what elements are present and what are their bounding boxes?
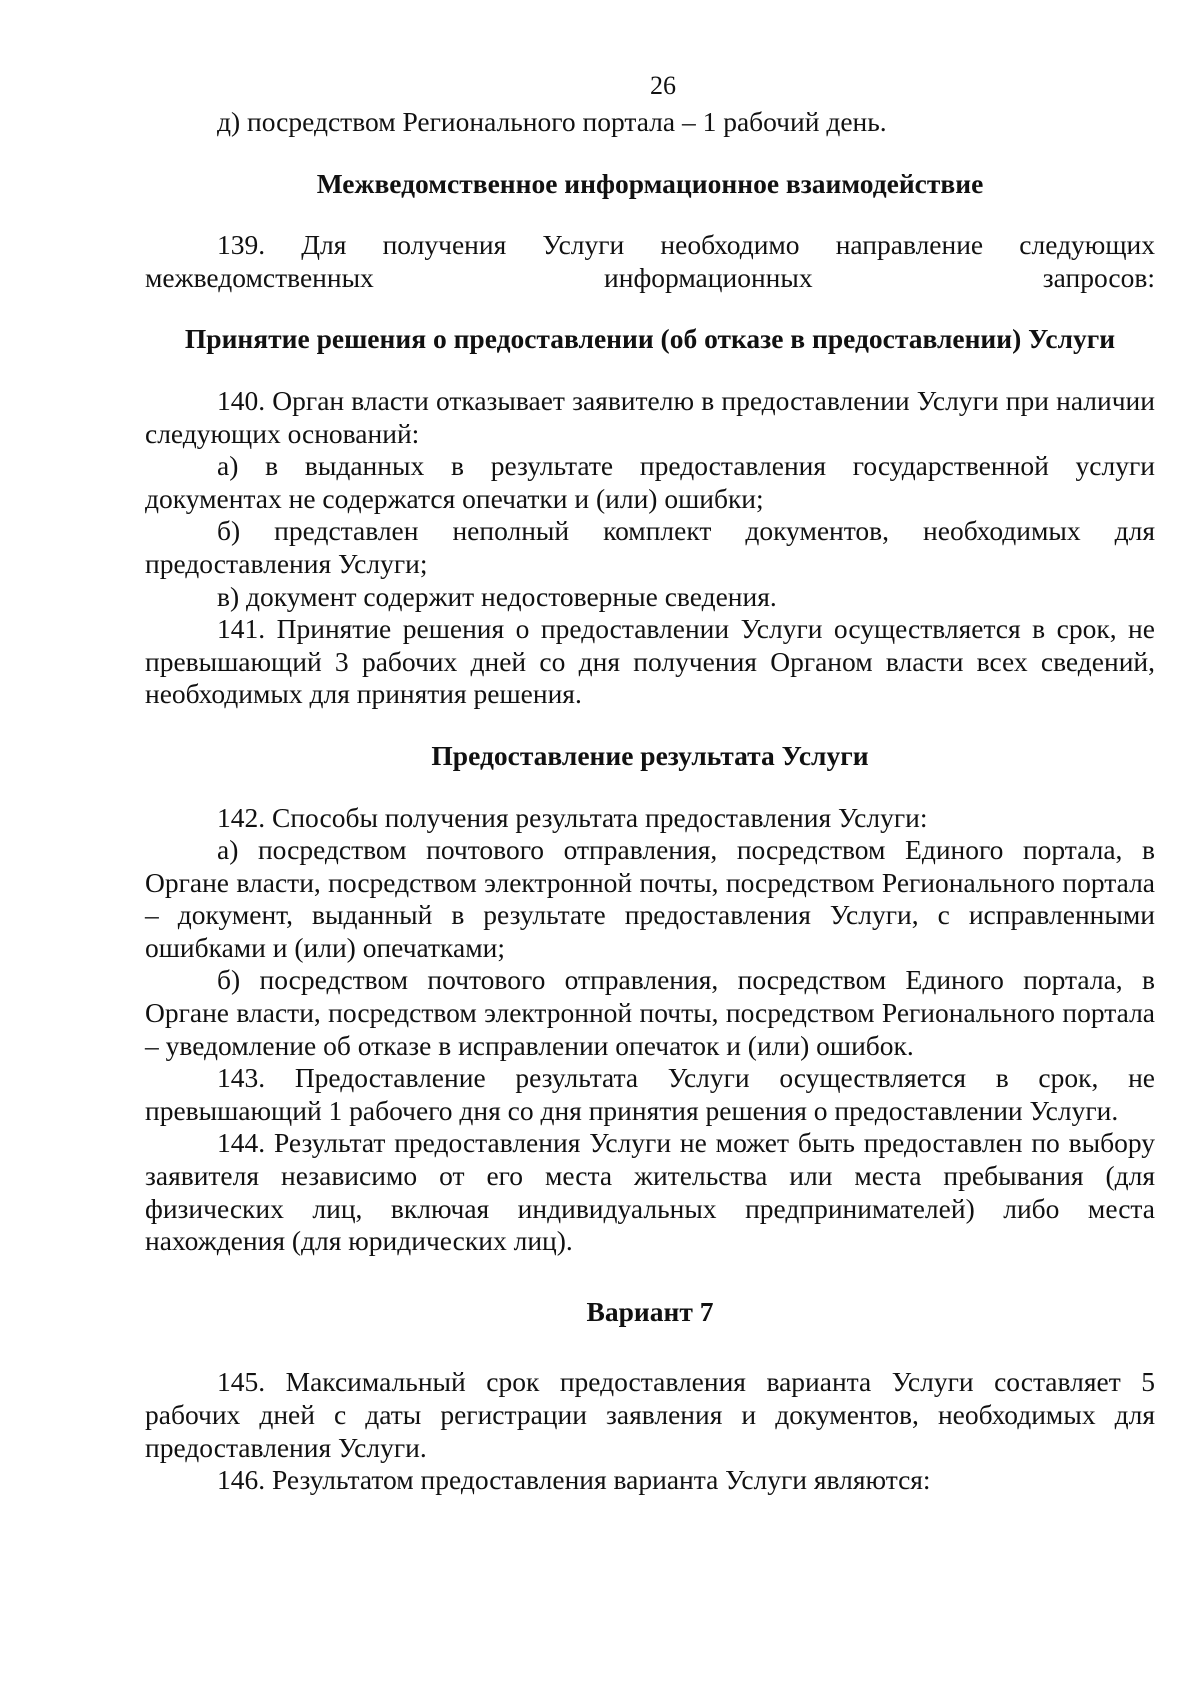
paragraph-139: 139. Для получения Услуги необходимо направление следующих межведомственных информационных запросов: [145,229,1155,293]
paragraph-141: 141. Принятие решения о предоставлении Услуги осуществляется в срок, не превышающий 3 рабочих дней со дня получения Органом власти всех сведений, необходимых для принятия решения. [145,613,1155,710]
paragraph-140-a: а) в выданных в результате предоставления государственной услуги документах не содержатся опечатки и (или) ошибки; [145,450,1155,514]
page-number: 26 [650,71,676,100]
paragraph-143: 143. Предоставление результата Услуги осуществляется в срок, не превышающий 1 рабочего дня со дня принятия решения о предоставлении Услуги. [145,1062,1155,1126]
document-body [145,72,1155,1497]
paragraph-142: 142. Способы получения результата предоставления Услуги: [217,801,928,833]
paragraph-portal-term: д) посредством Регионального портала – 1 рабочий день. [217,106,887,137]
paragraph-140-c: в) документ содержит недостоверные сведения. [217,580,777,612]
paragraph-142-b: б) посредством почтового отправления, посредством Единого портала, в Органе власти, посредством электронной почты, посредством Регионального портала – уведомление об отказе в исправлении опечаток и (или) ошибок. [145,964,1155,1061]
paragraph-144: 144. Результат предоставления Услуги не может быть предоставлен по выбору заявителя независимо от его места жительства или места пребывания (для физических лиц, включая индивидуальных предпринимателей) либо места нахождения (для юридических лиц). [145,1127,1155,1257]
heading-interagency: Межведомственное информационное взаимодействие [316,167,984,199]
paragraph-140: 140. Орган власти отказывает заявителю в предоставлении Услуги при наличии следующих оснований: [145,384,1155,449]
heading-result: Предоставление результата Услуги [431,739,869,771]
paragraph-146: 146. Результатом предоставления варианта Услуги являются: [217,1464,931,1496]
paragraph-142-a: а) посредством почтового отправления, посредством Единого портала, в Органе власти, посредством электронной почты, посредством Регионального портала – документ, выданный в результате предоставления Услуги, с исправленными ошибками и (или) опечатками; [145,834,1155,963]
paragraph-145: 145. Максимальный срок предоставления варианта Услуги составляет 5 рабочих дней с даты регистрации заявления и документов, необходимых для предоставления Услуги. [145,1366,1155,1463]
paragraph-140-b: б) представлен неполный комплект документов, необходимых для предоставления Услуги; [145,515,1155,579]
heading-decision: Принятие решения о предоставлении (об отказе в предоставлении) Услуги [184,323,1116,355]
heading-variant-7: Вариант 7 [586,1295,714,1327]
